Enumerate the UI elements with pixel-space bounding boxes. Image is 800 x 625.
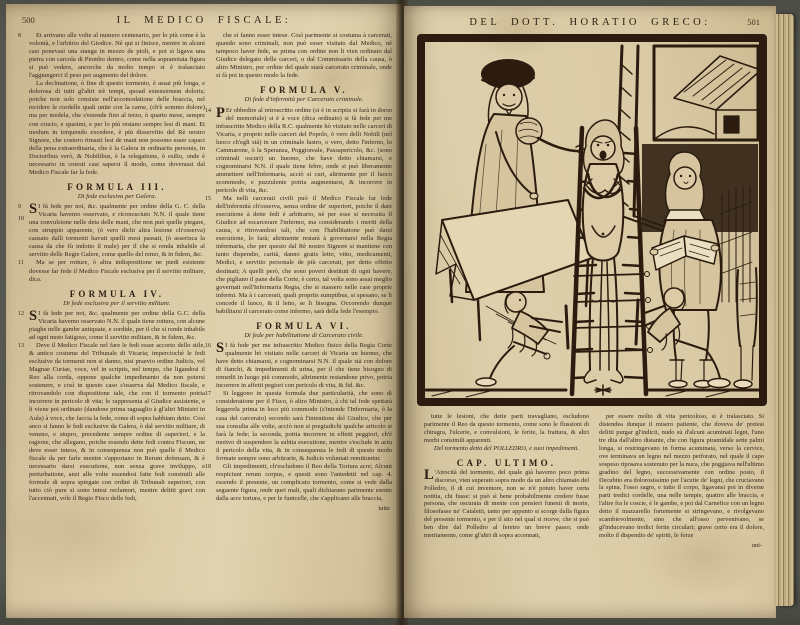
- formula-heading: FORMULA V.: [260, 85, 348, 96]
- paragraph: L 'Atrocità del tormento, del quale già havemo poco prima discorso, vien superato sopra modo da un altro chiamato del Polledro, il di cui inventore, non se n'è potuto haver certa notitia, chi fusse: si può sì bene probabilmente credere fusse persona, che oscurata di mente con pensieri funesti di morte, filosofasse ne' Cataletti, tanto per appunto si scorge dalla figura del presente tormento, e per il sito nel qual si riceve, che si può ben dire dal Polledro al feretro un breve passo; onde meritamente, come gl'altri di sopra accennati,: [424, 466, 589, 540]
- formula-subtitle: Di fede esclusiva per il servitio militare.: [63, 299, 171, 307]
- paragraph: per essere molto di vita pericoloso, si è tralasciato. Si distendea dunque il misero patiente, che doveva de' pretesi delitti purgar gl'indicii, nudo sù d'alcuni acuminati legni, l'uno tre dita dall'altro distante, che con figura piramidale sette palmi longa, si restringevano in forma acuminata, verso la cervice, ove terminava un legno nel mezzo perforato, nel quale il capo sospeso riposava sostenuto per la nuca, che poggiava nell'ultimo gradino del legno, successivamente con ordine posto, il Decubito era dolorosissimo per l'acutie de' legni, che cruciavano la spina, l'osso sagro, e tutto il corpo, ligavansi poi in diverse parti tredici cordelle, una nelle tempie, quattro alle braccia, e l'altre fra le coscie, è le gambe, e poi dal Carnefice con un legno detto il mazzarello fortemente si stringevano, e rivolgevano scambievolmente, sino che all'osso pervenivano, se gl'inducevano tredici ferite circulari; grave certo era il dolore, molto il dispendio de' spiriti, le forze: [599, 413, 764, 540]
- margin-number: 18: [205, 463, 211, 470]
- left-column-2: [205, 32, 392, 513]
- left-page: [6, 4, 402, 618]
- page-number-left: 500: [22, 15, 35, 25]
- drop-cap: P: [216, 104, 225, 121]
- margin-number: 12: [18, 310, 24, 317]
- paragraph: 8 Et arrivano alle volte al numero centenario, per lo più come è la volontà, e l'arbitrio del Giodice. Nè qui si finisce, mentre in alcuni casi ponevasi una stanga in mezzo de pioli, e poi si ligava una pietra con carcola di Piombo dentro, come nella sopranotata figura si può vedere, ancorche da molto tempo si è tralasciato l'aggiungerci il peso per augmento del dolore.: [18, 32, 205, 80]
- right-page: [404, 6, 776, 618]
- right-column-2: [599, 413, 764, 550]
- drop-cap: S: [29, 307, 38, 324]
- woodcut-illustration: [416, 34, 768, 410]
- right-column-1: [424, 413, 589, 550]
- margin-number: 8: [18, 33, 21, 39]
- paragraph: 12 S I fà fede per noi, &c. qualmente per ordine della G.C. della Vicaria havemo osservato N.N. il quale tiene rottura, con alcune piaghe nelle gambe antiquate, e sordide, per il che si rende inhabile ad ogni moto fatigoso, come il servitio militare, & in fidem, &c.: [18, 307, 205, 342]
- running-title-left: IL MEDICO FISCALE:: [116, 15, 292, 26]
- paragraph: 13 Deve il Medico Fiscale nel fare le fedi esser accorto dello stile, & antico costume del Tribunale di Vicaria; imperciochè le fedi esclusive da tormenti non si danno, nisi praevio ordine Judicis, vel Magnae Curiae, voce, vel in scriptis, nel tempo, che ligandosi il Reo alla corda, oppone qualche impedimento da non potersi sostenere, e così in questo caso s'osserva dal Medico fiscale, e ritrovandolo con dispositione tale, che con il tormento potria incorrere in pericolo di vita; lo rappresenta al Giudice assistente, e li viene poi ordinato (dandone prima raguaglio à gl'altri Ministri in Aula) à voce, che faccia la fede, come di sopra habbiam detto. Così anco si fanno le fedi esclusive da Galera, ò dal servitio militare, di veneno, e stupro, precedente sempre ordine di superiori, e la ragione, che allegano, poiche essendo dette fedi contra Fiscum, ne deve esser inteso, & in consequenza non può quelle il Medico fiscale da per farle mentre s'apportano in Rerum defensam, & è necessario darsi esecutione, non senza grave inviluppo, e perturbatione, anzi alle volte essendosi fatte fedi consimili alle formule di sopra spiegate con ordini di Tribunali superiori, con tutto ciò pure si sono intesi reclamori, mentre delitti gravi con l'accennati, vole il Regio Fisco delle fedi,: [18, 342, 205, 502]
- formula-heading: FORMULA III.: [67, 181, 167, 192]
- chapter-heading: CAP. ULTIMO.: [456, 457, 557, 468]
- paragraph: 18 Gli impedimenti, ch'escludono il Reo della Tortura acre; Alcuni respiciunt rerum corpus, e questi sono l'antedetti nel cap. 4. essendo il presente, un complicato tormento, come si vede dalla seguente figura, onde quei mali, quali dichiarano parimente esente dalla acre tortura, e per le funicelle, che s'applicano alle braccia,: [205, 462, 392, 502]
- right-page-header: [404, 6, 776, 32]
- paragraph: che si fanno esser intese. Così parimente si costuma à carcerati, quando sono criminali, non può esser visitato dal Medico, nè tampoco haver fede, se prima con ordine non li vien ordinato dal Giudice delegato delle carceri, o dal Commissario della causa, ò altro Ministro, per ordine del quale starà carcerato criminale, onde si fà poi in questo modo la fede.: [216, 32, 392, 80]
- paragraph: 14 P Er obbedire al retroscritto ordine (si è in scriptis si farà in dorso del memoriale) si è à voce (dica ordinato) si fà fede per me infrascritto Medico della R.C. qualmente hò visitato nelle carceri di Vicaria, e proprio nelle carceri del Popolo, ò vero delli Nobili (nel luoco ch'egli stà) in un criminale lustro, o vero, detto l'inferno, lo Cammarone, ò la Speranza, Poggioreale, Passapericolo, &c. (sono criminali oscuri) un huomo, che have detto chiamarsi, e cognominarsi N.N. il quale tiene febre, onde si può liberamente ammettere nell'Infermaria, acciò si curi, altrimente per il luoco scommodo, e puzzulente potria augmentarsi, & incorrere in pericolo di vita, &c.: [205, 104, 392, 195]
- formula-heading: FORMULA IV.: [69, 288, 165, 299]
- right-page-columns: [404, 410, 776, 550]
- paragraph: tutte le lesioni, che dette parti travagliano, escludono parimente il Reo da questo tormento, come sono le flussioni di chiragra, l'ulcerie, e convulsioni, le ferite, la frattura, & altri morbi consimili apparenti.: [424, 413, 589, 444]
- formula-subtitle: Di fede esclusiva per Galera.: [77, 192, 157, 200]
- margin-number: 14: [205, 107, 211, 114]
- catchword: tutte: [378, 505, 390, 513]
- drop-cap: S: [29, 201, 38, 218]
- margin-number: 17: [205, 391, 211, 398]
- left-page-columns: [6, 30, 402, 513]
- chapter-subtitle: Del tormento detto del POLLEDRO, e suoi impedimenti.: [433, 444, 579, 452]
- margin-number: 10: [18, 216, 24, 223]
- margin-number: 9: [18, 204, 21, 211]
- running-title-right: DEL DOTT. HORATIO GRECO:: [469, 17, 711, 28]
- left-column-1: [18, 32, 205, 513]
- catchword: uni-: [751, 542, 762, 549]
- drop-cap: L: [424, 466, 434, 483]
- left-page-header: [6, 4, 402, 30]
- margin-number: 11: [18, 260, 24, 267]
- window-frame: [654, 46, 758, 140]
- formula-heading: FORMULA VI.: [256, 320, 352, 331]
- margin-number: 13: [18, 343, 24, 350]
- margin-number: 16: [205, 343, 211, 350]
- paragraph: 9 10 S I fà fede per noi, &c. qualmente per ordine della G. C. della Vicaria havemo osservato, e riconosciuto N.N. il quale tiene una convulsione nelle deta delle mani, che non può quelle piegare, con struppio apparente, (ò vero dichi altra lesione ch'osserva) causato dalli tormenti havuti quelli mesi passati, (ò asserisca la causa da che fù indotto il male) per il che si renda inhabile al servitio delle Regie Galere, come quello del remo, & in fidem, &c.: [18, 201, 205, 259]
- page-number-right: 501: [747, 17, 760, 27]
- page-edges: [776, 14, 794, 606]
- paragraph: 11 Ma se per rotture, ò altra indispositione ne piedi esistente dovesse far fede il Medico Fiscale esclusiva per il servitio militare, dica.: [18, 259, 205, 283]
- formula-subtitle: Di fede d'infermità per Carcerato criminale.: [244, 96, 364, 104]
- margin-number: 15: [205, 196, 211, 203]
- paragraph: 17 Si leggono in questa formula due particularità, che sono di consideratione per il Fisco, ò altro Ministro, à chi tal fede spettarà leggerela prima in loco più commodo (s'intende l'Infermaria, ò la casa del carcerato) secondo sarà l'intentione del Giudice, che per sua consulta alle volte, acciò non si pregiudichi qualche articolo si farà la fede; la seconda, potria incorrere in effetti peggiori, ch'è motivo di suspendere la subita esecutione, mentre s'esclude in actu il pericolo della vita, & in consequenza le fedi di questo modo formate sempre sono arbitrarie, & Judicis voluntati remittuntur.: [205, 390, 392, 462]
- paragraph: 15 Ma nelli carcerati civili può il Medico Fiscale far fede dell'infermità ch'osserva, senza ordine de' superiori, poiche il dare esecutione à dette fedi è arbitrario, nè per esse si necessita il Giudice ad escarcerare l'infermo, ma considerando i meriti della causa, e ritrovandosi tali, che con l'habilitatione può darsi esecutione, lo farà; altrimente restarà à governarsi nella Regia infermaria, che per questo dal Rè nostro Signore si mantiene con tanto dispendio, carità, danno gratis letto, vitto, medicamenti, Medici, e servitio personale de più carcerati, per detto effetto destinati; A quelli però, che sono poveri destituti di ogni havere, che pigliano il pane della Corte, è certo, tal volta sono assai meglio governati nell'Infermaria Regia, che si stassero nelle case proprie infermi. Ma à i carcerati, quali propriis sumptibus, si spesano, se li concede il luoco, & il letto, se li bisogna. Occorendo dunque habilitarsi il carcerato come infermo, sarà della fede l'esempio.: [205, 195, 392, 315]
- paragraph: 16 S I fà fede per me infrascritto Medico fisico della Regia Corte qualmente hò visitato nelle carceri di Vicaria un huomo, che have detto chiamarsi, e cognominarsi N.N. il quale stà con dolore di fianchi, & impedimenti di urina, per il che tiene bisogno di remedii in luogo più commodo, altrimente restandone privo, potria incorrere in affetti pegiori con pericolo di vita, & fid. &c.: [205, 340, 392, 390]
- drop-cap: S: [216, 340, 225, 357]
- formula-subtitle: Di fede per habilitatione di Carcerato civile.: [244, 331, 364, 339]
- paragraph: La declinatione, ò fine di questo tormento, è assai più longa, e dolorosa di tutti gl'altri trè tempi, quoad extensionem doloris; poiche non solo consiste nell'accomodatione delle braccia, nel recidere le cordelle quali unite con la carne, (ch'è sommo dolore) ma per medela, che s'estende fino al terzo, ò quarto mese, sempre con crucio, e spasimi, e per lo più restano sempre lesi di mani. Et modum in torquendo excedere, è più disservitio del Rè nostro Signore, che costoro rimasti lesi de mani non possono esser capaci della pena extraordinaria, che è la Galera in ordinariis personis, in Doctoribus verò, & Nobilibus, è la relegatione, ò esilio, onde è necessario in cotesti casi sapersi il modo, come doverassi dal Medico Fiscale far la fede.: [29, 80, 205, 176]
